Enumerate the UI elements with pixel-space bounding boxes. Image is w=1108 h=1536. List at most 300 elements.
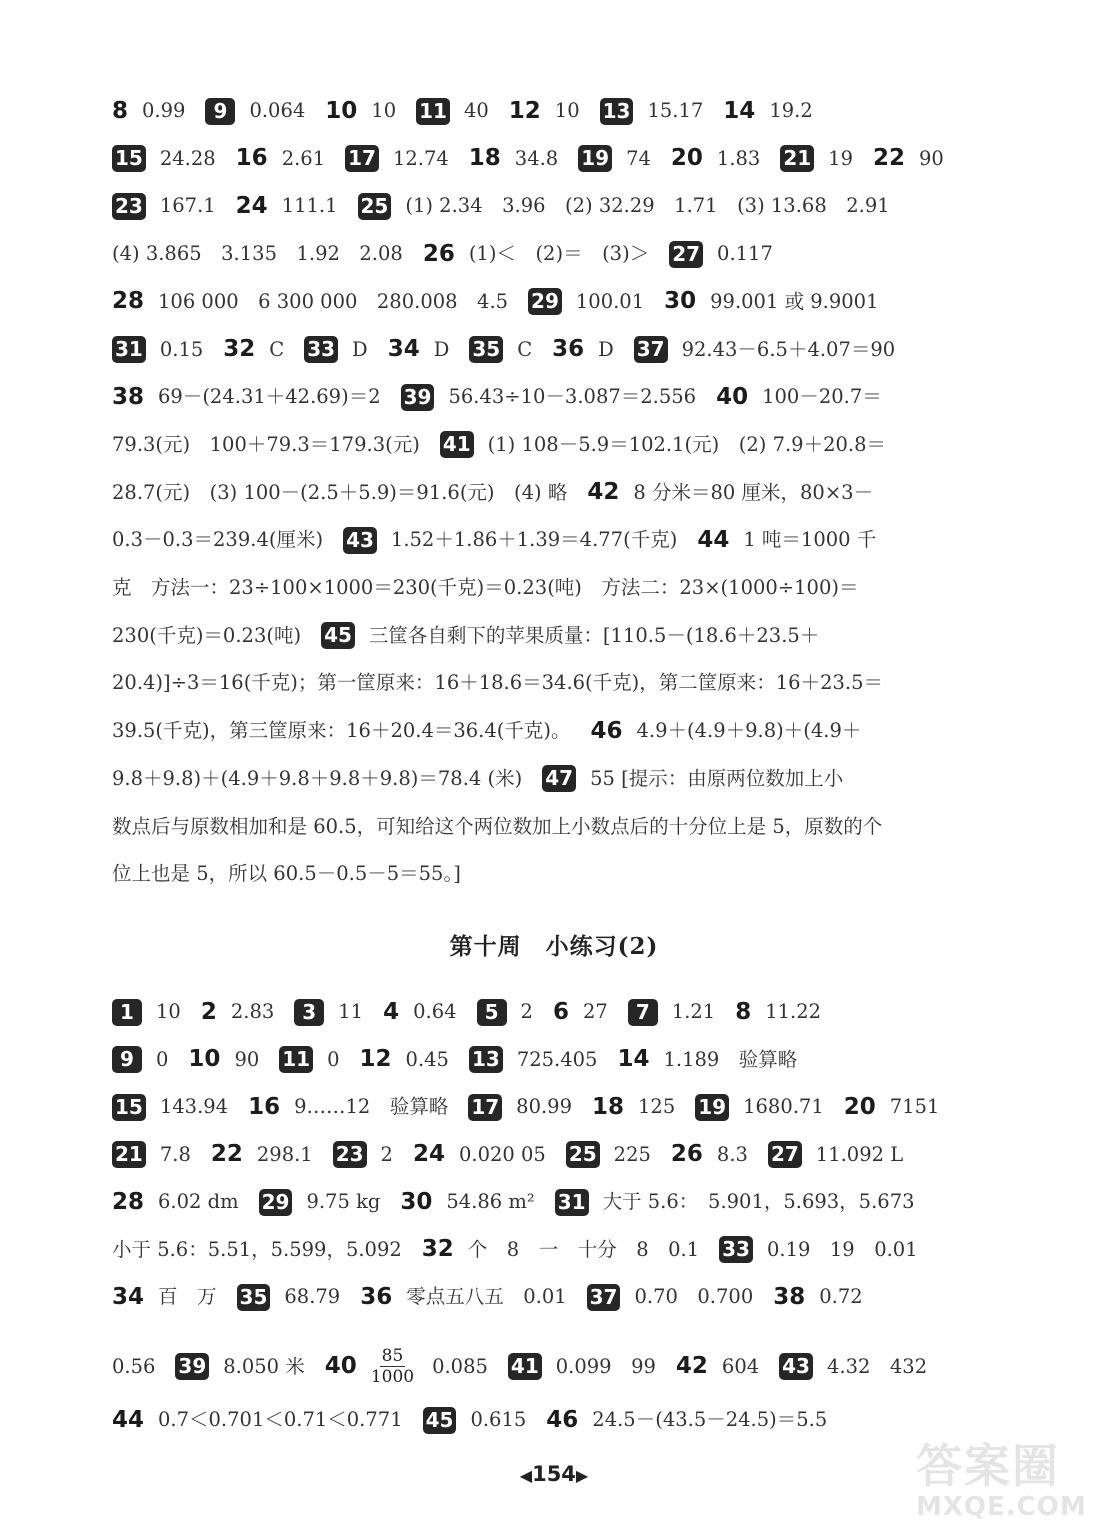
answer-text: 92.43－6.5＋4.07＝90 — [681, 337, 896, 361]
answer-item — [617, 1045, 797, 1075]
question-number: 40 — [716, 383, 749, 410]
answer-item — [333, 1140, 393, 1170]
answer-text: 0.7＜0.701＜0.71＜0.771 — [158, 1408, 403, 1431]
fraction — [371, 1346, 414, 1387]
question-number-badge: 29 — [259, 1189, 293, 1216]
answer-line — [112, 1235, 1008, 1265]
answer-text: 0.15 — [159, 337, 204, 361]
answer-line — [112, 1405, 1008, 1435]
question-number-badge: 23 — [112, 193, 146, 220]
question-number: 26 — [422, 240, 455, 267]
answer-item — [469, 1045, 597, 1075]
question-number-badge: 21 — [780, 145, 814, 172]
answer-text: 1.52＋1.86＋1.39＝4.77(千克) — [390, 528, 678, 552]
answer-text: C — [517, 337, 533, 361]
answer-item — [112, 668, 883, 698]
answer-item — [383, 997, 456, 1027]
answer-item — [600, 96, 704, 126]
answer-item — [112, 478, 567, 508]
answer-item — [343, 525, 677, 555]
answer-line — [112, 239, 1008, 269]
question-number: 44 — [112, 1406, 145, 1433]
answer-item — [279, 1045, 339, 1075]
answer-item — [468, 1092, 572, 1122]
answer-text: 1.189 验算略 — [663, 1047, 798, 1071]
answer-text: 225 — [613, 1142, 651, 1166]
answer-item — [768, 1140, 903, 1170]
question-number: 8 — [735, 998, 752, 1025]
answer-text: 24.5－(43.5－24.5)＝5.5 — [592, 1408, 828, 1431]
answer-item — [423, 239, 649, 269]
answer-item — [112, 1140, 191, 1170]
answer-item — [112, 1352, 155, 1382]
question-number-badge: 45 — [423, 1407, 457, 1434]
answer-item — [669, 239, 773, 269]
answer-item — [716, 382, 882, 412]
question-number-badge: 31 — [112, 336, 146, 363]
answer-text: 725.405 — [516, 1047, 598, 1071]
question-number-badge: 35 — [469, 336, 503, 363]
question-number: 24 — [235, 192, 268, 219]
question-number-badge: 11 — [416, 98, 450, 125]
question-number: 2 — [200, 998, 217, 1025]
answer-text: 10 — [554, 99, 580, 122]
answer-text: D — [433, 337, 450, 361]
answer-item — [578, 144, 651, 174]
question-number: 32 — [223, 336, 256, 362]
watermark-logo — [916, 1440, 1094, 1530]
answer-text: 2 — [520, 1000, 533, 1023]
answer-text: 0.117 — [717, 242, 773, 266]
answer-text: 34.8 — [514, 146, 559, 170]
answer-item — [553, 997, 608, 1027]
answer-line — [112, 573, 1008, 603]
answer-text: C — [269, 337, 285, 361]
answer-text: 298.1 — [256, 1142, 313, 1166]
answer-item — [112, 430, 420, 460]
question-number: 36 — [360, 1283, 393, 1310]
question-number: 16 — [248, 1093, 281, 1120]
question-number-badge: 19 — [578, 145, 612, 172]
answer-text: 230(千克)＝0.23(吨) — [112, 623, 302, 647]
question-number-badge: 47 — [542, 765, 576, 792]
answer-item — [735, 997, 821, 1027]
answer-line — [112, 812, 1008, 842]
answer-text: 12.74 — [392, 146, 449, 170]
answer-text: 99.001 或 9.9001 — [710, 289, 879, 313]
question-number-badge: 7 — [628, 999, 658, 1026]
answer-text: 2.83 — [230, 1000, 275, 1023]
question-number-badge: 39 — [401, 384, 435, 411]
answer-item — [697, 525, 876, 555]
answer-item — [773, 1282, 862, 1312]
question-number-badge: 39 — [175, 1353, 209, 1380]
answer-item — [509, 96, 580, 126]
answer-item — [413, 1140, 546, 1170]
answer-text: 0.085 — [432, 1354, 488, 1378]
question-number-badge: 17 — [345, 145, 379, 172]
answer-item — [112, 96, 185, 126]
answer-item — [566, 1140, 651, 1170]
question-number-badge: 1 — [112, 999, 142, 1026]
question-number: 20 — [843, 1093, 876, 1120]
question-number: 10 — [188, 1046, 221, 1072]
answer-item — [112, 144, 216, 174]
answer-item — [555, 1187, 915, 1217]
question-number-badge: 37 — [587, 1284, 621, 1311]
question-number: 38 — [773, 1283, 806, 1310]
answer-item — [695, 1092, 823, 1122]
answer-text: 数点后与原数相加和是 60.5，可知给这个两位数加上小数点后的十分位上是 5，原数的个 — [112, 814, 883, 838]
answer-text: 8.3 — [716, 1142, 748, 1166]
answer-text: 143.94 — [159, 1095, 229, 1118]
question-number: 46 — [546, 1406, 579, 1433]
answer-text: 74 — [626, 146, 651, 170]
answer-line — [112, 287, 1008, 317]
answer-item — [112, 287, 508, 317]
answer-item — [112, 1092, 228, 1122]
answer-text: 27 — [582, 1000, 608, 1023]
answer-line — [112, 525, 1008, 555]
answer-text: 0.70 0.700 — [634, 1285, 754, 1308]
answer-text: 167.1 — [159, 194, 216, 218]
watermark-bottom-text: MXQE.COM — [916, 1492, 1087, 1522]
answer-item — [440, 430, 886, 460]
answer-text: (1) 2.34 3.96 (2) 32.29 1.71 (3) 13.68 2.91 — [405, 194, 890, 218]
question-number-badge: 27 — [768, 1141, 802, 1168]
question-number-badge: 19 — [695, 1094, 729, 1121]
question-number: 24 — [412, 1141, 445, 1167]
answer-text: 604 — [721, 1354, 760, 1378]
question-number-badge: 45 — [321, 622, 355, 649]
answer-line — [112, 1187, 1008, 1217]
answer-text: 百 万 — [158, 1285, 217, 1308]
answer-item — [112, 812, 882, 842]
answer-item — [294, 997, 363, 1027]
answer-text: 11.092 L — [815, 1142, 904, 1166]
answer-item — [112, 1045, 168, 1075]
answer-item — [360, 1282, 566, 1312]
answer-item — [591, 716, 862, 746]
question-number-badge: 9 — [112, 1046, 142, 1073]
question-number-badge: 31 — [555, 1189, 589, 1216]
answer-text: 0.19 19 0.01 — [766, 1237, 918, 1261]
answer-text: 39.5(千克)，第三筐原来：16＋20.4＝36.4(千克)。 — [112, 719, 571, 743]
answer-text: 克 方法一：23÷100×1000＝230(千克)＝0.23(吨) 方法二：23×(1000÷100)＝ — [112, 576, 859, 599]
answer-line — [112, 144, 1008, 174]
answer-item — [321, 621, 819, 651]
answer-item — [205, 96, 305, 126]
answer-text: 三筐各自剩下的苹果质量：[110.5－(18.6＋23.5＋ — [368, 623, 820, 647]
answer-text: 1 吨＝1000 千 — [743, 528, 877, 552]
answer-item — [223, 335, 284, 365]
answer-text: 1.83 — [716, 146, 761, 170]
question-number: 8 — [112, 97, 129, 124]
answer-text: 0.99 — [142, 99, 186, 122]
answer-item — [201, 997, 274, 1027]
question-number: 46 — [590, 717, 623, 744]
answer-text: D — [352, 337, 368, 361]
answer-item — [358, 191, 890, 221]
answer-text: 90 — [234, 1047, 260, 1071]
question-number-badge: 5 — [477, 999, 507, 1026]
answer-line — [112, 621, 1008, 651]
answer-text: 111.1 — [281, 194, 338, 218]
answer-text: D — [598, 337, 614, 361]
answer-item — [664, 287, 878, 317]
answer-item — [469, 335, 532, 365]
question-number-badge: 43 — [343, 527, 377, 554]
answer-text: 个 8 一 十分 8 0.1 — [467, 1237, 700, 1261]
answer-item — [248, 1092, 448, 1122]
question-number: 18 — [468, 145, 501, 172]
right-arrow-icon: ▶ — [575, 1466, 589, 1485]
answer-item — [542, 764, 843, 794]
question-number: 28 — [112, 288, 145, 315]
answer-text: 小于 5.6：5.51，5.599，5.092 — [112, 1237, 402, 1261]
answer-item — [236, 144, 325, 174]
answer-item — [188, 1045, 259, 1075]
answer-text: 54.86 m² — [446, 1190, 535, 1213]
answer-text: 20.4)]÷3＝16(千克)；第一筐原来：16＋18.6＝34.6(千克)，第二筐原来：16＋23.5＝ — [112, 671, 884, 695]
answer-text: (4) 3.865 3.135 1.92 2.08 — [112, 242, 403, 266]
question-number-badge: 21 — [112, 1141, 146, 1168]
answer-text: 0.45 — [405, 1047, 449, 1071]
answer-text: 2 — [380, 1142, 393, 1166]
question-number-badge: 37 — [634, 336, 668, 363]
answer-item — [388, 335, 450, 365]
question-number-badge: 15 — [112, 1094, 146, 1121]
answer-item — [112, 525, 323, 555]
answer-item — [528, 287, 644, 317]
answer-item — [422, 1235, 699, 1265]
answer-item — [112, 573, 858, 603]
question-number: 38 — [112, 383, 145, 410]
answer-line — [112, 191, 1008, 221]
question-number: 40 — [324, 1353, 357, 1379]
answer-text: 56.43÷10－3.087＝2.556 — [448, 385, 697, 409]
answer-item — [175, 1352, 304, 1382]
answer-line — [112, 335, 1008, 365]
question-number: 18 — [592, 1093, 625, 1120]
question-number: 4 — [383, 998, 400, 1025]
watermark-top-text: 答案圈 — [916, 1439, 1060, 1493]
answer-text: 0.099 99 — [555, 1354, 656, 1378]
question-number: 34 — [387, 336, 420, 362]
answer-item — [325, 1346, 488, 1387]
answer-text: 79.3(元) 100＋79.3＝179.3(元) — [112, 432, 420, 456]
answer-item — [112, 335, 203, 365]
answer-item — [112, 1235, 402, 1265]
answer-text: 55 [提示：由原两位数加上小 — [590, 766, 844, 790]
answer-line — [112, 382, 1008, 412]
question-number: 22 — [210, 1141, 243, 1167]
answer-item — [634, 335, 895, 365]
answer-line — [112, 1092, 1008, 1122]
answer-text: 7.8 — [159, 1142, 191, 1166]
question-number-badge: 13 — [600, 98, 634, 125]
answer-text: 0.3－0.3＝239.4(厘米) — [112, 528, 324, 552]
answer-item — [112, 1187, 239, 1217]
answer-text: 106 000 6 300 000 280.008 4.5 — [158, 289, 509, 313]
answer-text: 0.56 — [112, 1354, 156, 1378]
question-number-badge: 3 — [294, 999, 324, 1026]
answer-item — [304, 335, 367, 365]
answer-item — [112, 764, 522, 794]
answer-line — [112, 997, 1008, 1027]
answer-line — [112, 1282, 1008, 1312]
answer-item — [671, 144, 760, 174]
answer-text: 100.01 — [575, 289, 645, 313]
answer-text: 7151 — [889, 1095, 940, 1118]
answer-text: 4.9＋(4.9＋9.8)＋(4.9＋ — [636, 719, 862, 743]
page-number-text: 154 — [532, 1462, 576, 1486]
answer-item — [112, 1282, 217, 1312]
answer-text: 19.2 — [769, 99, 813, 122]
answer-text: 6.02 dm — [158, 1190, 239, 1213]
answer-text: 8 分米＝80 厘米，80×3－ — [633, 480, 874, 504]
answer-text: 125 — [638, 1095, 676, 1118]
question-number-badge: 15 — [112, 145, 146, 172]
answer-item — [508, 1352, 656, 1382]
answer-line — [112, 478, 1008, 508]
answer-text: 零点五八五 0.01 — [406, 1285, 567, 1308]
answer-item — [416, 96, 489, 126]
question-number-badge: 43 — [779, 1353, 813, 1380]
answer-line — [112, 1140, 1008, 1170]
question-number: 36 — [552, 336, 585, 362]
answer-line — [112, 430, 1008, 460]
question-number-badge: 41 — [440, 431, 474, 458]
answer-text: 0 — [327, 1047, 340, 1071]
answer-text: 10 — [371, 99, 397, 122]
answer-text: 80.99 — [516, 1095, 572, 1118]
question-number-badge: 23 — [333, 1141, 367, 1168]
answer-item — [360, 1045, 449, 1075]
answer-item — [552, 335, 614, 365]
answer-item — [112, 191, 216, 221]
answer-item — [325, 96, 396, 126]
answer-item — [112, 859, 461, 889]
answer-line — [112, 1045, 1008, 1075]
answer-item — [723, 96, 812, 126]
answer-text: 0.615 — [470, 1408, 527, 1431]
answer-item — [477, 997, 533, 1027]
answer-item — [844, 1092, 940, 1122]
answer-item — [400, 1187, 534, 1217]
answer-item — [237, 1282, 341, 1312]
answer-item — [587, 478, 873, 508]
answer-text: 0.72 — [819, 1285, 863, 1308]
answer-item — [676, 1352, 759, 1382]
question-number-badge: 13 — [469, 1046, 503, 1073]
answer-text: 19 — [828, 146, 853, 170]
answer-text: 10 — [156, 1000, 181, 1023]
question-number: 28 — [112, 1188, 145, 1215]
answer-text: (1) 108－5.9＝102.1(元) (2) 7.9＋20.8＝ — [487, 432, 886, 456]
answer-text: 40 — [463, 99, 489, 122]
answer-item — [345, 144, 449, 174]
answer-text: 4.32 432 — [826, 1354, 928, 1378]
answer-text: 90 — [919, 146, 944, 170]
answer-item — [112, 997, 181, 1027]
answer-text: 9……12 验算略 — [294, 1095, 449, 1118]
question-number: 14 — [723, 97, 756, 124]
answer-item — [546, 1405, 827, 1435]
fraction-denominator: 1000 — [370, 1367, 415, 1387]
question-number-badge: 33 — [304, 336, 338, 363]
answer-item — [671, 1140, 748, 1170]
question-number: 22 — [873, 145, 906, 172]
question-number: 44 — [697, 526, 730, 553]
question-number-badge: 25 — [566, 1141, 600, 1168]
answer-item — [112, 382, 381, 412]
answer-line — [112, 668, 1008, 698]
left-arrow-icon: ◀ — [519, 1466, 533, 1485]
answer-text: 24.28 — [159, 146, 216, 170]
answer-text: 2.61 — [281, 146, 326, 170]
answer-line — [112, 859, 1008, 889]
answer-item — [779, 1352, 927, 1382]
answer-item — [112, 1405, 403, 1435]
question-number: 42 — [587, 479, 620, 506]
question-number-badge: 29 — [528, 288, 562, 315]
answer-text: 9.8＋9.8)＋(4.9＋9.8＋9.8＋9.8)＝78.4 (米) — [112, 766, 523, 790]
answer-text: 位上也是 5，所以 60.5－0.5－5＝55。] — [112, 862, 461, 886]
answer-text: 11 — [338, 1000, 364, 1023]
answer-item — [628, 997, 715, 1027]
answer-item — [873, 144, 944, 174]
answer-text: 15.17 — [647, 99, 704, 122]
question-number: 12 — [359, 1046, 392, 1072]
question-number: 30 — [400, 1188, 433, 1215]
question-number-badge: 9 — [205, 98, 235, 125]
answer-item — [401, 382, 696, 412]
question-number: 26 — [670, 1141, 703, 1167]
answer-text: 0.064 — [249, 99, 306, 122]
answer-item — [112, 621, 301, 651]
answer-text: (1)＜ (2)＝ (3)＞ — [468, 242, 650, 266]
answer-item — [780, 144, 853, 174]
answer-line-fraction — [112, 1346, 1008, 1387]
question-number-badge: 33 — [719, 1236, 753, 1263]
answer-item — [112, 239, 403, 269]
question-number: 10 — [325, 97, 358, 124]
answer-text: 69－(24.31＋42.69)＝2 — [158, 385, 381, 409]
answer-item — [587, 1282, 754, 1312]
question-number: 32 — [421, 1236, 454, 1262]
answer-text: 28.7(元) (3) 100－(2.5＋5.9)＝91.6(元) (4) 略 — [112, 480, 568, 504]
answer-line — [112, 764, 1008, 794]
answer-item — [112, 716, 571, 746]
question-number: 14 — [617, 1046, 650, 1072]
question-number: 42 — [675, 1353, 708, 1379]
question-number-badge: 41 — [508, 1353, 542, 1380]
answer-text: 68.79 — [284, 1285, 341, 1308]
answer-text: 1.21 — [671, 1000, 716, 1023]
question-number: 12 — [508, 97, 541, 124]
answer-item — [259, 1187, 381, 1217]
question-number: 30 — [664, 288, 697, 315]
answer-text: 0 — [156, 1047, 169, 1071]
question-number-badge: 25 — [358, 193, 392, 220]
question-number: 20 — [670, 145, 703, 172]
question-number-badge: 27 — [669, 241, 703, 268]
answer-item — [592, 1092, 675, 1122]
answer-text: 11.22 — [765, 1000, 822, 1023]
answer-line — [112, 716, 1008, 746]
fraction-numerator: 85 — [381, 1346, 404, 1366]
